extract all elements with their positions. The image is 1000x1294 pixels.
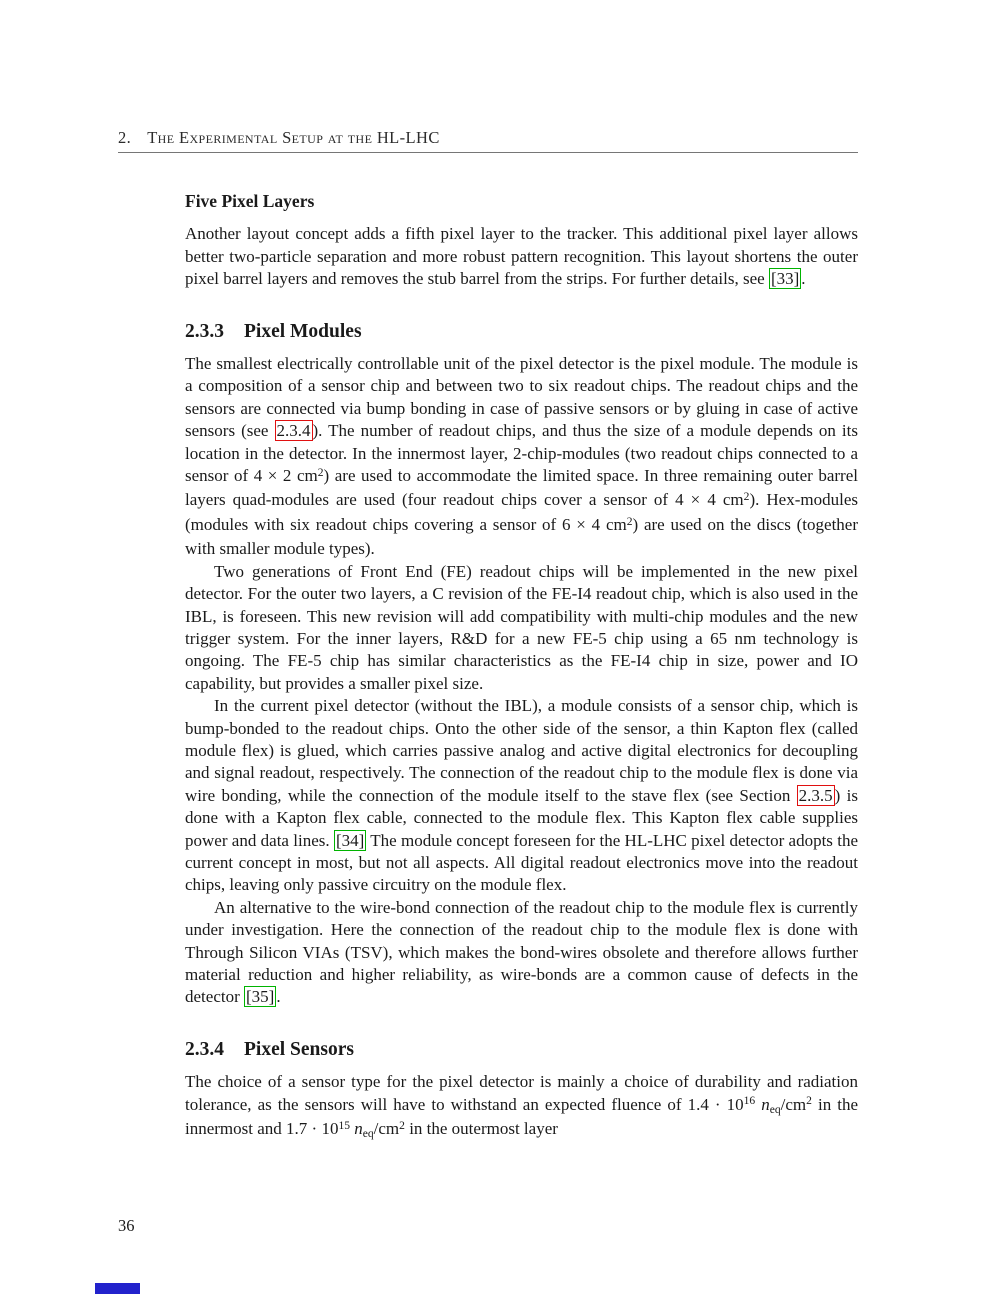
text-segment: 2 — [743, 490, 750, 504]
text-segment: /cm — [373, 1119, 400, 1139]
running-header — [118, 128, 858, 148]
section-heading-pixel-sensors — [185, 1039, 858, 1061]
text-segment: 2 — [806, 1094, 812, 1108]
chapter-title: The Experimental Setup at the HL-LHC — [147, 128, 440, 147]
section-heading-pixel-modules — [185, 321, 858, 343]
text-segment: Two generations of Front End (FE) readout chips will be implemented in the new pixel detector. For the outer two layers, a C revision of the FE-I4 readout chip, which is also used in the IBL, is foreseen. This new revision will add compatibility with multi-chip modules and the new trigger system. For the inner layers, R&D for a new FE-5 chip using a 65 nm technology is ongoing. The FE-5 chip has similar characteristics as the FE-I4 chip in size, power and IO capability, but provides a smaller pixel size. — [185, 561, 858, 693]
citation-link[interactable]: [33] — [770, 269, 800, 289]
text-segment: eq — [769, 1102, 781, 1116]
header-rule — [118, 152, 858, 153]
text-segment: in the innermost and 1.7 · 10 — [185, 1094, 859, 1139]
text-segment: /cm — [780, 1094, 807, 1114]
paragraph-heading-five-pixel-layers: Five Pixel Layers — [185, 191, 315, 211]
paragraph-modules-1 — [185, 353, 858, 561]
text-segment: 2 — [399, 1118, 405, 1132]
page-number: 36 — [118, 1216, 135, 1235]
citation-link[interactable]: [35] — [246, 987, 275, 1007]
chapter-number: 2. — [118, 128, 132, 147]
section-number: 2.3.3 — [185, 320, 224, 342]
text-segment: The module concept foreseen for the HL-LHC pixel detector adopts the current concept in most, but not all aspects. All digital readout electronics move into the readout chips, leaving only passive circuitry on the module flex. — [185, 830, 858, 895]
text-segment: . — [276, 987, 281, 1007]
text-segment: ). The number of readout chips, and thus the size of a module depends on its location in the detector. In the innermost layer, 2-chip-modules (two readout chips connected to a sensor of 4 × 2 cm — [185, 421, 858, 486]
paragraph-sensors-1 — [185, 1071, 858, 1142]
section-ref-link[interactable]: 2.3.4 — [276, 421, 311, 441]
text-segment: The smallest electrically controllable unit of the pixel detector is the pixel module. The module is a composition of a sensor chip and between two to six readout chips. The readout chips and the sensors are connected via bump bonding in case of passive sensors or by gluing in case of active sensors (see — [185, 354, 858, 441]
section-ref-link[interactable]: 2.3.5 — [798, 785, 833, 805]
bottom-blue-mark — [95, 1283, 140, 1294]
text-segment: in the outermost layer — [404, 1119, 558, 1139]
paragraph-modules-3 — [185, 695, 858, 897]
text-segment: 16 — [743, 1094, 756, 1108]
citation-link[interactable]: [34] — [335, 830, 365, 850]
text-segment: ) are used to accommodate the limited space. In three remaining outer barrel layers quad-modules are used (four readout chips cover a sensor of 4 × 4 cm — [185, 466, 858, 510]
text-segment: 2 — [626, 514, 633, 528]
section-number: 2.3.4 — [185, 1038, 224, 1060]
paragraph-modules-2 — [185, 561, 858, 695]
text-segment: . — [801, 269, 806, 289]
paragraph-five-pixel-layers — [185, 223, 858, 290]
section-title: Pixel Sensors — [244, 1038, 354, 1060]
text-segment: An alternative to the wire-bond connection of the readout chip to the module flex is currently under investigation. Here the connection of the readout chip to the module flex is done with Through Silicon VIAs (TSV), which makes the bond-wires obsolete and therefore allows further material reduction and higher reliability, as wire-bonds are a common cause of defects in the detector — [185, 897, 858, 1007]
section-title: Pixel Modules — [244, 320, 362, 342]
text-segment: Another layout concept adds a fifth pixel layer to the tracker. This additional pixel layer allows better two-particle separation and more robust pattern recognition. This layout shortens the outer pixel barrel layers and removes the stub barrel from the strips. For further details, see — [185, 224, 858, 289]
paragraph-modules-4 — [185, 897, 858, 1009]
text-segment: 15 — [338, 1118, 350, 1132]
text-segment: ) is done with a Kapton flex cable, connected to the module flex. This Kapton flex cable supplies power and data lines. — [185, 785, 858, 850]
text-segment: In the current pixel detector (without the IBL), a module consists of a sensor chip, which is bump-bonded to the readout chips. Onto the other side of the sensor, a thin Kapton flex (called module flex) is glued, which carries passive analog and active digital electronics for decoupling and signal readout, respectively. The connection of the readout chip to the module flex is done via wire bonding, while the connection of the module itself to the stave flex (see Section — [185, 696, 858, 805]
text-segment: eq — [362, 1126, 374, 1140]
text-segment: ) are used on the discs (together with smaller module types). — [185, 514, 858, 559]
text-segment: ). Hex-modules (modules with six readout chips covering a sensor of 6 × 4 cm — [185, 490, 858, 534]
text-segment: 2 — [317, 465, 324, 479]
text-column — [185, 190, 858, 1142]
text-segment: n — [354, 1119, 363, 1139]
text-segment: n — [761, 1094, 770, 1114]
text-segment: The choice of a sensor type for the pixel detector is mainly a choice of durability and radiation tolerance, as the sensors will have to withstand an expected fluence of 1.4 · 10 — [185, 1072, 858, 1114]
